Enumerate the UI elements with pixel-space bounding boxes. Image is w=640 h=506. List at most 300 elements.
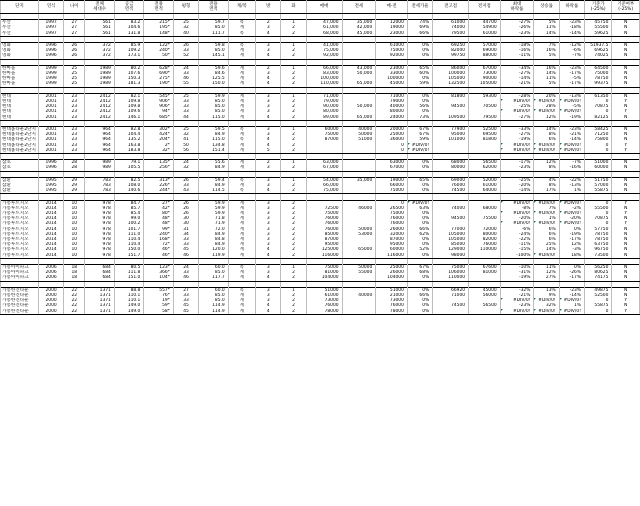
table-cell[interactable]: 47,000 — [306, 20, 342, 26]
table-cell[interactable]: 계 — [228, 48, 255, 53]
table-cell[interactable]: 1% — [559, 188, 584, 194]
table-cell[interactable]: 114.5 — [199, 188, 229, 194]
table-cell[interactable]: 45 — [173, 303, 198, 308]
table-cell[interactable]: 122* — [144, 42, 174, 48]
table-cell[interactable]: N — [612, 293, 640, 298]
table-cell[interactable]: #DIV/0! — [559, 143, 584, 148]
table-cell[interactable]: 67% — [407, 126, 432, 132]
table-cell[interactable]: 45000 — [469, 287, 501, 293]
table-cell[interactable]: 76* — [144, 293, 174, 298]
complex-name-cell[interactable]: 가봉루트지오 — [1, 247, 39, 252]
table-cell[interactable]: 183.8 — [114, 148, 144, 154]
table-cell[interactable] — [342, 309, 376, 315]
table-cell[interactable]: 684 — [85, 275, 115, 281]
complex-name-cell[interactable]: 삼환 — [1, 177, 39, 183]
table-cell[interactable]: 18% — [559, 253, 584, 259]
table-cell[interactable]: N — [612, 206, 640, 211]
table-cell[interactable]: 3 — [256, 104, 281, 109]
table-cell[interactable]: 30 — [173, 216, 198, 221]
table-cell[interactable]: 11% — [534, 265, 559, 271]
table-cell[interactable]: 82125 — [584, 115, 611, 121]
table-cell[interactable]: 50,000 — [342, 71, 376, 76]
table-cell[interactable]: #DIV/0! — [559, 200, 584, 206]
table-cell[interactable]: 3 — [256, 237, 281, 242]
table-cell[interactable]: 14% — [534, 247, 559, 252]
table-cell[interactable]: 복 — [228, 287, 255, 293]
table-cell[interactable]: 36000 — [376, 137, 408, 142]
table-cell[interactable]: 545* — [144, 93, 174, 99]
table-cell[interactable]: 73% — [407, 115, 432, 121]
table-cell[interactable]: 2 — [281, 137, 306, 142]
table-cell[interactable]: 2 — [256, 20, 281, 26]
table-cell[interactable]: N — [612, 242, 640, 247]
table-cell[interactable]: 56250 — [584, 265, 611, 271]
table-cell[interactable]: 59.8 — [199, 42, 229, 48]
table-cell[interactable]: 690* — [144, 71, 174, 76]
table-cell[interactable]: 33 — [173, 99, 198, 104]
table-cell[interactable]: 0% — [407, 42, 432, 48]
table-cell[interactable]: N — [612, 93, 640, 99]
column-header[interactable]: 매-전 — [376, 1, 408, 14]
column-header[interactable]: 최대 하락률 — [500, 1, 534, 14]
table-cell[interactable]: -23% — [559, 20, 584, 26]
table-cell[interactable]: 2 — [281, 71, 306, 76]
table-cell[interactable]: 99.0 — [114, 216, 144, 221]
table-cell[interactable]: 0% — [407, 242, 432, 247]
table-cell[interactable]: 10 — [64, 227, 85, 232]
table-cell[interactable]: 33 — [173, 293, 198, 298]
complex-name-cell[interactable]: 가봉루트지오 — [1, 216, 39, 221]
table-cell[interactable]: 1371 — [85, 293, 115, 298]
table-cell[interactable]: 110.4 — [114, 242, 144, 247]
table-cell[interactable]: 1371 — [85, 309, 115, 315]
table-cell[interactable]: N — [612, 126, 640, 132]
table-cell[interactable]: 61000 — [306, 293, 342, 298]
table-cell[interactable]: 2 — [281, 115, 306, 121]
table-cell[interactable]: 84.9 — [199, 165, 229, 171]
table-cell[interactable]: 6% — [534, 237, 559, 242]
table-cell[interactable]: 372 — [85, 42, 115, 48]
table-cell[interactable]: 3 — [256, 242, 281, 247]
table-cell[interactable]: 80* — [144, 211, 174, 216]
table-cell[interactable]: -17% — [559, 71, 584, 76]
table-cell[interactable]: 85.0 — [199, 99, 229, 104]
table-cell[interactable]: 복 — [228, 20, 255, 26]
table-cell[interactable] — [433, 309, 469, 315]
column-header[interactable]: 계/복 — [228, 1, 255, 14]
table-cell[interactable]: 60000 — [306, 126, 342, 132]
table-cell[interactable]: 24 — [173, 265, 198, 271]
table-cell[interactable]: 3 — [256, 25, 281, 30]
table-cell[interactable]: 0% — [407, 221, 432, 226]
table-cell[interactable]: 27* — [144, 200, 174, 206]
table-cell[interactable]: 41 — [173, 137, 198, 142]
table-cell[interactable]: 7% — [534, 206, 559, 211]
table-cell[interactable]: 3 — [256, 270, 281, 275]
table-cell[interactable]: 85.4 — [114, 211, 144, 216]
table-cell[interactable]: 19000 — [376, 25, 408, 30]
table-cell[interactable]: 215* — [144, 20, 174, 26]
table-cell[interactable]: #DIV/0! — [559, 211, 584, 216]
table-cell[interactable]: 43 — [173, 188, 198, 194]
table-cell[interactable]: 2 — [281, 227, 306, 232]
table-cell[interactable] — [469, 309, 501, 315]
table-cell[interactable]: 71000 — [376, 93, 408, 99]
table-cell[interactable]: 74% — [407, 20, 432, 26]
table-cell[interactable]: 51000 — [376, 287, 408, 293]
table-cell[interactable]: -19% — [559, 232, 584, 237]
table-cell[interactable]: 0% — [559, 227, 584, 232]
table-cell[interactable]: 26 — [173, 42, 198, 48]
table-cell[interactable]: 58* — [144, 309, 174, 315]
table-cell[interactable]: 275* — [144, 76, 174, 81]
table-cell[interactable]: 59.6 — [199, 65, 229, 71]
table-cell[interactable]: 33 — [173, 183, 198, 188]
table-cell[interactable]: 3 — [256, 200, 281, 206]
table-cell[interactable]: 9% — [534, 293, 559, 298]
table-cell[interactable]: 26 — [173, 206, 198, 211]
table-cell[interactable]: 1996 — [38, 160, 63, 166]
table-cell[interactable]: 149.0 — [114, 309, 144, 315]
table-cell[interactable]: 94* — [144, 109, 174, 114]
column-header[interactable]: 단지 — [1, 1, 39, 14]
column-header[interactable]: 전체 세대수 — [85, 1, 115, 14]
table-cell[interactable]: 60000 — [584, 165, 611, 171]
table-cell[interactable]: 84.7 — [114, 200, 144, 206]
table-cell[interactable]: #DIV/0! — [500, 148, 534, 154]
complex-name-cell[interactable]: 가봉한진타운 — [1, 298, 39, 303]
table-cell[interactable]: 3 — [256, 206, 281, 211]
table-cell[interactable]: 94500 — [433, 104, 469, 109]
table-cell[interactable]: 0% — [407, 253, 432, 259]
table-cell[interactable]: 74175 — [584, 275, 611, 281]
table-cell[interactable]: 1996 — [38, 53, 63, 59]
table-cell[interactable]: 78750 — [584, 76, 611, 81]
table-cell[interactable]: 81000 — [306, 270, 342, 275]
complex-name-cell[interactable]: 현대 — [1, 115, 39, 121]
table-cell[interactable]: 52500 — [469, 126, 501, 132]
table-cell[interactable]: 94500 — [433, 216, 469, 221]
table-cell[interactable]: N — [612, 265, 640, 271]
table-cell[interactable]: 85.0 — [199, 48, 229, 53]
table-cell[interactable]: 110.1 — [114, 298, 144, 303]
table-cell[interactable]: 2001 — [38, 115, 63, 121]
table-cell[interactable]: 2 — [281, 109, 306, 114]
table-cell[interactable]: 46 — [173, 253, 198, 259]
table-cell[interactable]: 76000 — [376, 303, 408, 308]
table-cell[interactable]: 71,000 — [306, 93, 342, 99]
table-cell[interactable]: 0% — [407, 188, 432, 194]
table-cell[interactable]: 56500 — [469, 160, 501, 166]
table-cell[interactable]: 2* — [144, 143, 174, 148]
table-cell[interactable]: 25 — [64, 76, 85, 81]
table-cell[interactable]: 0% — [407, 237, 432, 242]
complex-name-cell[interactable]: 가봉루트지오 — [1, 242, 39, 247]
table-cell[interactable]: 32 — [173, 132, 198, 137]
table-cell[interactable]: 33 — [173, 298, 198, 303]
table-cell[interactable]: 10 — [64, 237, 85, 242]
column-header[interactable]: 나이 — [64, 1, 85, 14]
table-cell[interactable]: -6% — [559, 48, 584, 53]
table-cell[interactable]: 106000 — [433, 270, 469, 275]
table-cell[interactable]: 111.8 — [114, 270, 144, 275]
table-cell[interactable]: 85.0 — [199, 109, 229, 114]
table-cell[interactable]: 3 — [256, 216, 281, 221]
table-cell[interactable]: 240* — [144, 48, 174, 53]
table-cell[interactable]: 2 — [281, 206, 306, 211]
table-cell[interactable]: 964 — [85, 143, 115, 148]
table-cell[interactable]: -23% — [559, 65, 584, 71]
table-cell[interactable]: 2006 — [38, 275, 63, 281]
table-cell[interactable]: 783 — [85, 188, 115, 194]
table-cell[interactable]: 79.1 — [114, 160, 144, 166]
table-cell[interactable]: 56% — [407, 104, 432, 109]
table-cell[interactable]: 계 — [228, 298, 255, 303]
table-cell[interactable]: 2014 — [38, 232, 63, 237]
table-cell[interactable]: 17% — [534, 188, 559, 194]
table-cell[interactable]: 59% — [407, 137, 432, 142]
table-cell[interactable]: 1371 — [85, 303, 115, 308]
table-cell[interactable]: 74025 — [584, 53, 611, 59]
table-cell[interactable]: 0% — [407, 309, 432, 315]
table-cell[interactable]: 2014 — [38, 253, 63, 259]
table-cell[interactable]: 66% — [407, 227, 432, 232]
table-cell[interactable]: 계 — [228, 221, 255, 226]
table-cell[interactable]: 110,000 — [306, 81, 342, 87]
table-cell[interactable]: Y — [612, 298, 640, 303]
table-cell[interactable]: 90000 — [469, 76, 501, 81]
table-cell[interactable]: 125000 — [306, 247, 342, 252]
table-cell[interactable]: 계 — [228, 76, 255, 81]
table-cell[interactable]: 51000 — [584, 160, 611, 166]
table-cell[interactable]: 23 — [64, 126, 85, 132]
table-cell[interactable]: #DIV/0! — [534, 200, 559, 206]
column-header[interactable]: 전세 — [342, 1, 376, 14]
table-cell[interactable]: #DIV/0! — [534, 309, 559, 315]
table-cell[interactable]: 50000 — [342, 227, 376, 232]
table-cell[interactable]: 101000 — [433, 137, 469, 142]
table-cell[interactable]: #DIV/0! — [500, 200, 534, 206]
table-cell[interactable]: 52 — [173, 53, 198, 59]
table-cell[interactable]: 10 — [64, 242, 85, 247]
table-cell[interactable]: N — [612, 104, 640, 109]
table-cell[interactable]: 45 — [173, 309, 198, 315]
table-cell[interactable]: 64500 — [584, 65, 611, 71]
table-cell[interactable]: 135.2 — [114, 137, 144, 142]
table-cell[interactable]: 684 — [85, 265, 115, 271]
table-cell[interactable]: 2 — [281, 211, 306, 216]
table-cell[interactable]: 0% — [407, 53, 432, 59]
table-cell[interactable]: Y — [612, 221, 640, 226]
table-cell[interactable]: 86000 — [433, 65, 469, 71]
table-cell[interactable]: 1995 — [38, 177, 63, 183]
table-cell[interactable]: 복 — [228, 137, 255, 142]
table-cell[interactable]: 80000 — [376, 109, 408, 114]
table-cell[interactable]: 2014 — [38, 227, 63, 232]
table-cell[interactable]: N — [612, 53, 640, 59]
table-cell[interactable]: 63,000 — [306, 160, 342, 166]
table-cell[interactable]: 151.0 — [114, 275, 144, 281]
complex-name-cell[interactable]: 가봉루트지오 — [1, 211, 39, 216]
table-cell[interactable]: #DIV/0! — [534, 99, 559, 104]
table-cell[interactable]: 150.0 — [114, 247, 144, 252]
table-cell[interactable]: 2 — [281, 309, 306, 315]
table-cell[interactable]: 110000 — [469, 247, 501, 252]
table-cell[interactable]: 109.2 — [114, 48, 144, 53]
table-cell[interactable]: 26 — [64, 42, 85, 48]
table-cell[interactable]: 116000 — [376, 253, 408, 259]
table-cell[interactable]: 41,000 — [306, 42, 342, 48]
table-cell[interactable]: 50 — [173, 143, 198, 148]
table-cell[interactable]: 75000 — [306, 211, 342, 216]
table-cell[interactable]: 44700 — [469, 20, 501, 26]
table-cell[interactable]: -16% — [500, 48, 534, 53]
table-cell[interactable]: 964 — [85, 148, 115, 154]
table-cell[interactable]: 195* — [144, 25, 174, 30]
table-cell[interactable]: N — [612, 253, 640, 259]
table-cell[interactable]: 302* — [144, 126, 174, 132]
table-cell[interactable]: 8% — [534, 183, 559, 188]
table-cell[interactable]: 26 — [173, 177, 198, 183]
table-cell[interactable]: 8% — [534, 165, 559, 171]
table-cell[interactable]: N — [612, 25, 640, 30]
table-cell[interactable]: 2000 — [38, 303, 63, 308]
table-cell[interactable]: 85.9 — [114, 42, 144, 48]
table-cell[interactable]: -16% — [559, 165, 584, 171]
table-cell[interactable]: 59300 — [469, 93, 501, 99]
table-cell[interactable]: 2 — [281, 298, 306, 303]
table-cell[interactable]: 0% — [559, 265, 584, 271]
table-cell[interactable]: 59625 — [584, 31, 611, 37]
table-cell[interactable]: 63750 — [584, 242, 611, 247]
table-cell[interactable]: 84.9 — [199, 242, 229, 247]
table-cell[interactable]: 23 — [64, 137, 85, 142]
table-cell[interactable]: 18 — [64, 270, 85, 275]
column-header[interactable]: 화 — [281, 1, 306, 14]
complex-name-cell[interactable]: 현대홈타운2단지 — [1, 143, 39, 148]
table-cell[interactable]: 2 — [281, 53, 306, 59]
table-cell[interactable]: 978 — [85, 227, 115, 232]
table-cell[interactable]: 75800 — [584, 137, 611, 142]
table-cell[interactable]: 26000 — [376, 270, 408, 275]
table-cell[interactable]: 105000 — [433, 237, 469, 242]
table-cell[interactable]: -6% — [500, 227, 534, 232]
table-cell[interactable]: N — [612, 160, 640, 166]
table-cell[interactable]: 3 — [256, 227, 281, 232]
table-cell[interactable]: 66% — [407, 293, 432, 298]
table-cell[interactable]: 685* — [144, 115, 174, 121]
table-cell[interactable]: N — [612, 227, 640, 232]
table-cell[interactable]: 109.8 — [114, 99, 144, 104]
table-cell[interactable]: 2014 — [38, 242, 63, 247]
table-cell[interactable]: 23000 — [376, 65, 408, 71]
table-cell[interactable]: 23 — [64, 148, 85, 154]
table-cell[interactable]: 25 — [173, 126, 198, 132]
table-cell[interactable]: 82.8 — [114, 126, 144, 132]
table-cell[interactable]: 2 — [281, 48, 306, 53]
table-cell[interactable]: 107.6 — [114, 71, 144, 76]
table-cell[interactable]: 3 — [256, 132, 281, 137]
table-cell[interactable]: 22 — [64, 287, 85, 293]
table-cell[interactable]: N — [612, 183, 640, 188]
complex-name-cell[interactable]: 현대홈타운2단지 — [1, 148, 39, 154]
table-cell[interactable]: 87000 — [306, 137, 342, 142]
table-cell[interactable]: N — [612, 270, 640, 275]
table-cell[interactable]: -20% — [500, 183, 534, 188]
table-cell[interactable]: 74500 — [433, 303, 469, 308]
table-cell[interactable]: 33 — [173, 48, 198, 53]
table-cell[interactable]: 104* — [144, 275, 174, 281]
table-cell[interactable]: 2 — [281, 232, 306, 237]
table-cell[interactable]: 2001 — [38, 126, 63, 132]
table-cell[interactable]: 4 — [256, 81, 281, 87]
table-cell[interactable]: 2 — [281, 275, 306, 281]
table-cell[interactable]: 84.9 — [199, 183, 229, 188]
table-cell[interactable]: 2000 — [38, 287, 63, 293]
table-cell[interactable]: 8% — [534, 132, 559, 137]
table-cell[interactable]: 45,000 — [342, 31, 376, 37]
table-cell[interactable]: 1371 — [85, 287, 115, 293]
complex-name-cell[interactable]: 가봉아이파크 — [1, 270, 39, 275]
table-cell[interactable]: 27 — [64, 31, 85, 37]
table-cell[interactable]: 81800 — [469, 137, 501, 142]
table-cell[interactable]: 10 — [64, 211, 85, 216]
table-cell[interactable]: 108.0 — [114, 183, 144, 188]
table-cell[interactable]: 76000 — [306, 221, 342, 226]
table-cell[interactable]: Y — [612, 211, 640, 216]
table-cell[interactable]: 10 — [64, 253, 85, 259]
table-cell[interactable]: 2006 — [38, 270, 63, 275]
table-cell[interactable]: 111.7 — [199, 31, 229, 37]
table-cell[interactable]: 55000 — [342, 270, 376, 275]
table-cell[interactable]: 59.9 — [199, 93, 229, 99]
table-cell[interactable]: N — [612, 115, 640, 121]
table-cell[interactable]: 54,000 — [306, 177, 342, 183]
table-cell[interactable]: 1 — [281, 126, 306, 132]
table-cell[interactable]: 2001 — [38, 99, 63, 104]
table-cell[interactable]: 256* — [144, 165, 174, 171]
table-cell[interactable]: 복 — [228, 177, 255, 183]
complex-name-cell[interactable]: 한마을 — [1, 65, 39, 71]
table-cell[interactable]: 151.4 — [199, 148, 229, 154]
table-cell[interactable]: 40000 — [342, 126, 376, 132]
table-cell[interactable]: 2014 — [38, 237, 63, 242]
complex-name-cell[interactable]: 삼호 — [1, 165, 39, 171]
table-cell[interactable]: 116000 — [306, 253, 342, 259]
complex-name-cell[interactable]: 가봉루트지오 — [1, 232, 39, 237]
table-cell[interactable]: 80.2 — [114, 65, 144, 71]
table-cell[interactable]: 1989 — [85, 76, 115, 81]
table-cell[interactable]: 33 — [173, 242, 198, 247]
table-cell[interactable]: #DIV/0! — [407, 200, 432, 206]
column-header[interactable]: 기준가 (-25%) — [584, 1, 611, 14]
table-cell[interactable]: 78750 — [584, 237, 611, 242]
table-cell[interactable]: 88.8 — [114, 287, 144, 293]
table-cell[interactable]: 105000 — [433, 76, 469, 81]
table-cell[interactable]: 2 — [281, 76, 306, 81]
table-cell[interactable]: 150.0 — [199, 81, 229, 87]
table-cell[interactable]: 52500 — [584, 293, 611, 298]
table-cell[interactable]: 2 — [281, 216, 306, 221]
table-cell[interactable]: 25000 — [376, 265, 408, 271]
complex-name-cell[interactable]: 영화 — [1, 42, 39, 48]
table-cell[interactable]: 3 — [256, 48, 281, 53]
complex-name-cell[interactable]: 한마을 — [1, 71, 39, 76]
table-cell[interactable]: #DIV/0! — [534, 143, 559, 148]
table-cell[interactable]: 0% — [407, 48, 432, 53]
table-cell[interactable]: 67% — [407, 132, 432, 137]
table-cell[interactable]: 0% — [407, 211, 432, 216]
